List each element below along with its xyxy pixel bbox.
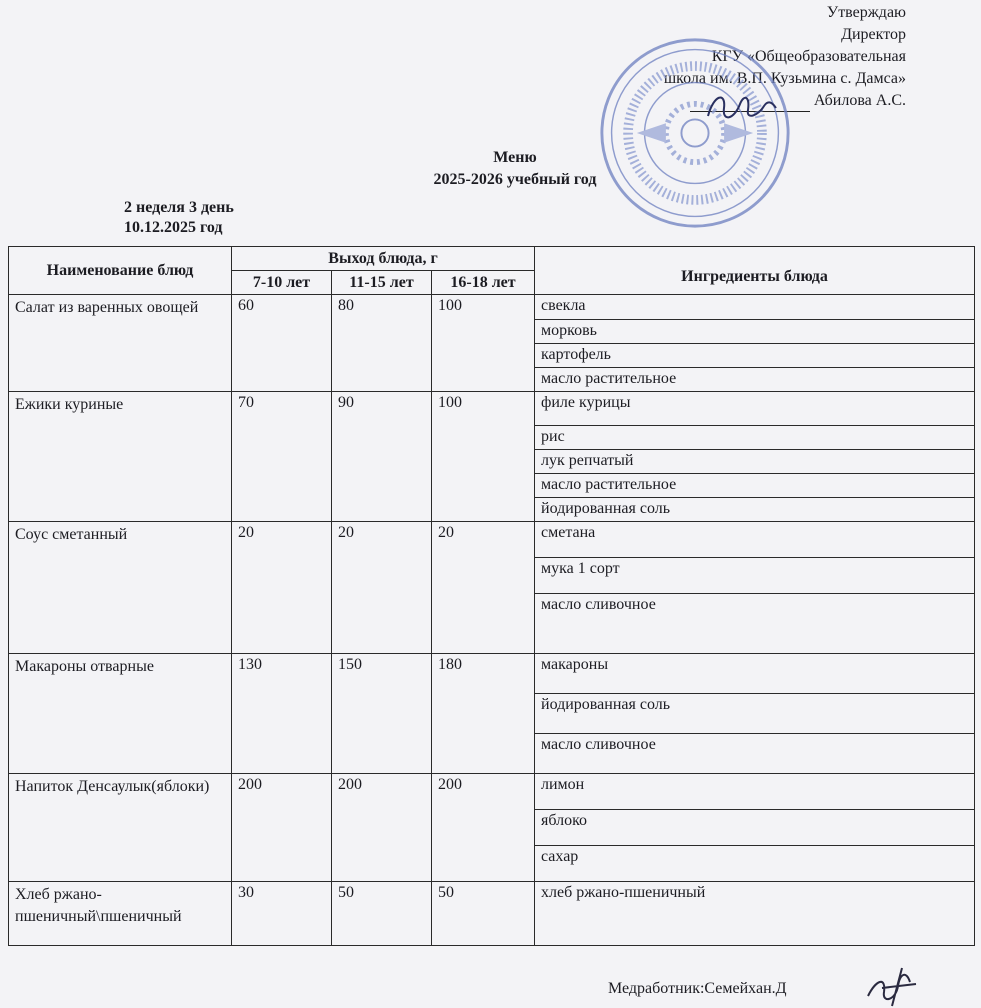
dish-output-7-10: 60 — [232, 295, 332, 392]
week-day: 2 неделя 3 день — [124, 199, 234, 216]
dish-output-7-10: 20 — [232, 522, 332, 654]
medworker-signature-icon — [862, 962, 922, 1008]
official-stamp-icon — [598, 36, 792, 230]
dish-name: Напиток Денсаулык(яблоки) — [9, 774, 232, 882]
dish-output-16-18: 20 — [432, 522, 535, 654]
approval-org-line2: школа им. В.П. Кузьмина с. Дамса» — [663, 70, 906, 87]
dish-name: Ежики куриные — [9, 392, 232, 522]
ingredient: свекла — [535, 295, 975, 320]
table-row — [9, 522, 975, 558]
header-dish-name: Наименование блюд — [9, 247, 232, 295]
dish-output-11-15: 200 — [332, 774, 432, 882]
header-age-16-18: 16-18 лет — [432, 271, 535, 295]
dish-name: Салат из варенных овощей — [9, 295, 232, 392]
dish-output-11-15: 150 — [332, 654, 432, 774]
dish-name: Макароны отварные — [9, 654, 232, 774]
header-age-7-10: 7-10 лет — [232, 271, 332, 295]
ingredient: хлеб ржано-пшеничный — [535, 882, 975, 946]
dish-output-7-10: 200 — [232, 774, 332, 882]
menu-title: Меню — [493, 149, 537, 166]
ingredient: картофель — [535, 344, 975, 368]
ingredient: лимон — [535, 774, 975, 810]
approval-approve: Утверждаю — [826, 4, 906, 21]
dish-name: Соус сметанный — [9, 522, 232, 654]
table-row — [9, 654, 975, 694]
ingredient: лук репчатый — [535, 450, 975, 474]
table-row — [9, 774, 975, 810]
approval-position: Директор — [841, 26, 906, 43]
menu-table — [8, 246, 975, 946]
ingredient: филе курицы — [535, 392, 975, 426]
approval-org-line1: КГУ «Общеобразовательная — [711, 48, 906, 65]
dish-output-7-10: 30 — [232, 882, 332, 946]
ingredient: масло сливочное — [535, 734, 975, 774]
director-signature-icon — [700, 86, 780, 130]
dish-output-16-18: 180 — [432, 654, 535, 774]
approval-signer: Абилова А.С. — [813, 92, 906, 109]
ingredient: макароны — [535, 654, 975, 694]
table-row — [9, 295, 975, 320]
ingredient: масло растительное — [535, 368, 975, 392]
dish-output-16-18: 200 — [432, 774, 535, 882]
ingredient: морковь — [535, 320, 975, 344]
dish-name: Хлеб ржано-пшеничный\пшеничный — [9, 882, 232, 946]
ingredient: масло сливочное — [535, 594, 975, 654]
menu-date: 10.12.2025 год — [124, 219, 223, 236]
dish-output-11-15: 80 — [332, 295, 432, 392]
dish-output-11-15: 90 — [332, 392, 432, 522]
table-row — [9, 392, 975, 426]
ingredient: йодированная соль — [535, 694, 975, 734]
dish-output-7-10: 130 — [232, 654, 332, 774]
ingredient: йодированная соль — [535, 498, 975, 522]
ingredient: сахар — [535, 846, 975, 882]
ingredient: яблоко — [535, 810, 975, 846]
dish-output-11-15: 20 — [332, 522, 432, 654]
medworker-label: Медработник:Семейхан.Д — [608, 980, 787, 997]
school-year: 2025-2026 учебный год — [433, 171, 597, 188]
header-age-11-15: 11-15 лет — [332, 271, 432, 295]
dish-output-16-18: 100 — [432, 392, 535, 522]
dish-output-16-18: 50 — [432, 882, 535, 946]
dish-output-11-15: 50 — [332, 882, 432, 946]
ingredient: масло растительное — [535, 474, 975, 498]
ingredient: сметана — [535, 522, 975, 558]
dish-output-16-18: 100 — [432, 295, 535, 392]
ingredient: рис — [535, 426, 975, 450]
date-block — [124, 198, 234, 238]
ingredient: мука 1 сорт — [535, 558, 975, 594]
header-output: Выход блюда, г — [232, 247, 535, 271]
table-row — [9, 882, 975, 946]
dish-output-7-10: 70 — [232, 392, 332, 522]
header-ingredients: Ингредиенты блюда — [535, 247, 975, 295]
